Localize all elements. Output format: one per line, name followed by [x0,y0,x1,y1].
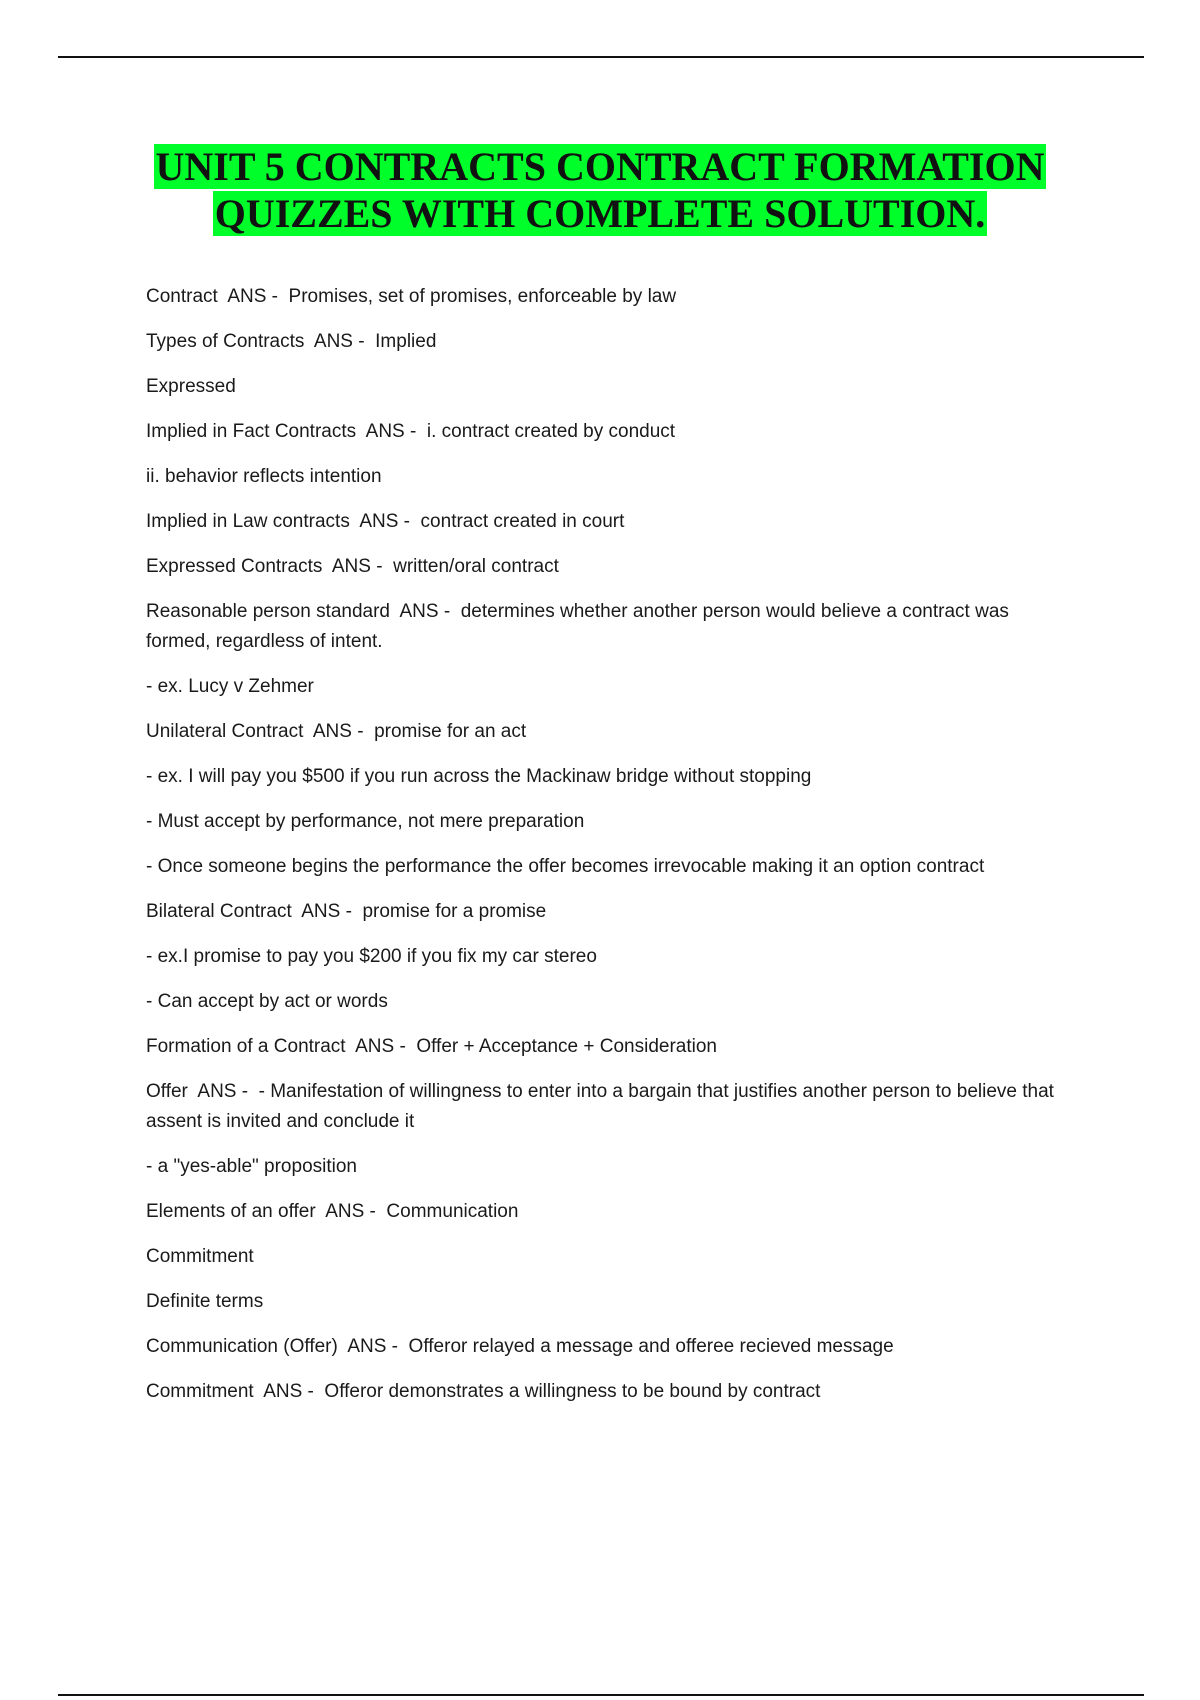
qa-line: Implied in Law contracts ANS - contract created in court [146,511,625,532]
qa-line: - ex.I promise to pay you $200 if you fix my car stereo [146,946,597,967]
qa-line: Definite terms [146,1291,264,1312]
qa-line: - Once someone begins the performance the offer becomes irrevocable making it an option contract [146,856,985,877]
qa-line: - ex. I will pay you $500 if you run across the Mackinaw bridge without stopping [146,766,812,787]
qa-line: Formation of a Contract ANS - Offer + Acceptance + Consideration [146,1036,717,1057]
qa-line: Implied in Fact Contracts ANS - i. contract created by conduct [146,421,676,442]
qa-line: Contract ANS - Promises, set of promises, enforceable by law [146,286,677,307]
qa-line: Bilateral Contract ANS - promise for a promise [146,901,547,922]
qa-line: ii. behavior reflects intention [146,466,382,487]
bottom-rule [58,1694,1144,1696]
title-line-1: UNIT 5 CONTRACTS CONTRACT FORMATION [155,144,1045,189]
qa-line: Offer ANS - - Manifestation of willingness to enter into a bargain that justifies another person to believe that assent is invited and conclude it [146,1081,1060,1132]
qa-line: - Must accept by performance, not mere preparation [146,811,585,832]
top-rule [58,56,1144,58]
qa-line: Expressed Contracts ANS - written/oral contract [146,556,559,577]
qa-line: Types of Contracts ANS - Implied [146,331,437,352]
qa-line: Communication (Offer) ANS - Offeror relayed a message and offeree recieved message [146,1336,894,1357]
qa-line: Elements of an offer ANS - Communication [146,1201,519,1222]
title-line-2: QUIZZES WITH COMPLETE SOLUTION. [214,191,986,236]
document-body [146,282,1076,1422]
document-title [0,143,1200,237]
qa-line: - a "yes-able" proposition [146,1156,357,1177]
qa-line: Commitment ANS - Offeror demonstrates a willingness to be bound by contract [146,1381,821,1402]
qa-line: - ex. Lucy v Zehmer [146,676,314,697]
qa-line: Expressed [146,376,236,397]
qa-line: Reasonable person standard ANS - determines whether another person would believe a contract was formed, regardless of intent. [146,601,1015,652]
qa-line: Commitment [146,1246,254,1267]
qa-line: - Can accept by act or words [146,991,388,1012]
qa-line: Unilateral Contract ANS - promise for an act [146,721,527,742]
